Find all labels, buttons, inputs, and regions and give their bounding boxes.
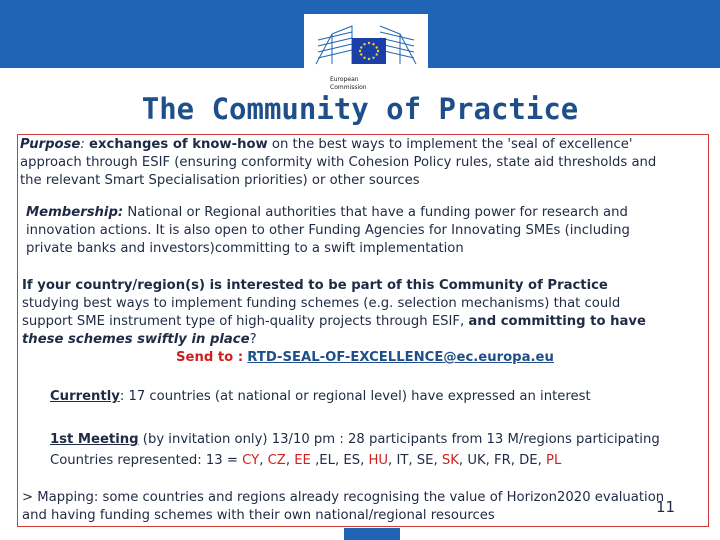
interest-line-4-bold: these schemes swiftly in place bbox=[22, 332, 250, 347]
purpose-block bbox=[20, 136, 710, 190]
footer-band bbox=[344, 528, 400, 540]
european-commission-logo bbox=[304, 14, 428, 100]
country-cz: CZ bbox=[267, 453, 286, 468]
logo-line-1: European bbox=[330, 76, 359, 83]
country-de: DE bbox=[519, 453, 538, 468]
interest-line-4-end: ? bbox=[249, 332, 257, 347]
membership-line-3: private banks and investors)committing to a swift implementation bbox=[26, 241, 464, 256]
membership-label: Membership: bbox=[26, 205, 124, 220]
interest-line-4 bbox=[22, 331, 706, 349]
country-cy: CY bbox=[242, 453, 260, 468]
country-it: IT bbox=[396, 453, 409, 468]
interest-line-2: studying best ways to implement funding schemes (e.g. selection mechanisms) that could bbox=[22, 296, 621, 311]
interest-line-3 bbox=[22, 313, 706, 331]
page-number: 11 bbox=[656, 498, 676, 516]
currently-text: : 17 countries (at national or regional level) have expressed an interest bbox=[119, 389, 591, 404]
purpose-colon: : bbox=[80, 137, 85, 152]
purpose-line-2: approach through ESIF (ensuring conformity with Cohesion Policy rules, state aid thresholds and bbox=[20, 155, 657, 170]
country-el: EL bbox=[319, 453, 335, 468]
purpose-bold: exchanges of know-how bbox=[89, 137, 268, 152]
currently-label: Currently bbox=[50, 389, 120, 404]
country-se: SE bbox=[416, 453, 434, 468]
interest-block bbox=[22, 277, 706, 367]
meeting-block bbox=[50, 429, 706, 471]
mapping-line-1: > Mapping: some countries and regions already recognising the value of Horizon2020 evaluation bbox=[22, 490, 665, 505]
logo-line-2: Commission bbox=[330, 84, 367, 91]
send-to-label: Send to : bbox=[176, 350, 244, 365]
interest-line-3-bold: and committing to have bbox=[468, 314, 646, 329]
country-sk: SK bbox=[441, 453, 459, 468]
countries-prefix: Countries represented: 13 = bbox=[50, 453, 243, 468]
interest-line-1: If your country/region(s) is interested to be part of this Community of Practice bbox=[22, 278, 608, 293]
membership-text-1: National or Regional authorities that have a funding power for research and bbox=[127, 205, 628, 220]
mapping-block bbox=[22, 489, 712, 525]
country-pl: PL bbox=[546, 453, 562, 468]
purpose-line-3: the relevant Smart Specialisation priorities) or other sources bbox=[20, 173, 420, 188]
eu-flag-icon bbox=[352, 38, 386, 64]
meeting-line-1 bbox=[50, 429, 706, 450]
membership-line-1 bbox=[26, 204, 706, 222]
country-list: CY, CZ, EE ,EL, ES, HU, IT, SE, SK, UK, FR, DE, PL bbox=[242, 453, 562, 468]
membership-block bbox=[26, 204, 706, 258]
country-ee: EE bbox=[294, 453, 311, 468]
mapping-line-2: and having funding schemes with their own national/regional resources bbox=[22, 508, 495, 523]
meeting-countries bbox=[50, 450, 706, 471]
header bbox=[0, 0, 720, 91]
country-hu: HU bbox=[368, 453, 389, 468]
send-to-email-link[interactable]: RTD-SEAL-OF-EXCELLENCE@ec.europa.eu bbox=[247, 350, 554, 365]
purpose-label: Purpose bbox=[20, 137, 81, 152]
logo-caption bbox=[330, 76, 410, 92]
meeting-label: 1st Meeting bbox=[50, 432, 139, 447]
purpose-rest: on the best ways to implement the 'seal of excellence' bbox=[271, 137, 633, 152]
membership-line-2: innovation actions. It is also open to other Funding Agencies for Innovating SMEs (including bbox=[26, 223, 630, 238]
currently-block bbox=[50, 388, 706, 406]
slide-title: The Community of Practice bbox=[141, 92, 579, 126]
send-to-line bbox=[22, 349, 706, 367]
meeting-text: (by invitation only) 13/10 pm : 28 participants from 13 M/regions participating bbox=[142, 432, 660, 447]
purpose-line-1 bbox=[20, 136, 710, 154]
country-uk: UK bbox=[467, 453, 486, 468]
country-fr: FR bbox=[494, 453, 511, 468]
country-es: ES bbox=[343, 453, 361, 468]
interest-line-3-pre: support SME instrument type of high-quality projects through ESIF, bbox=[22, 314, 465, 329]
